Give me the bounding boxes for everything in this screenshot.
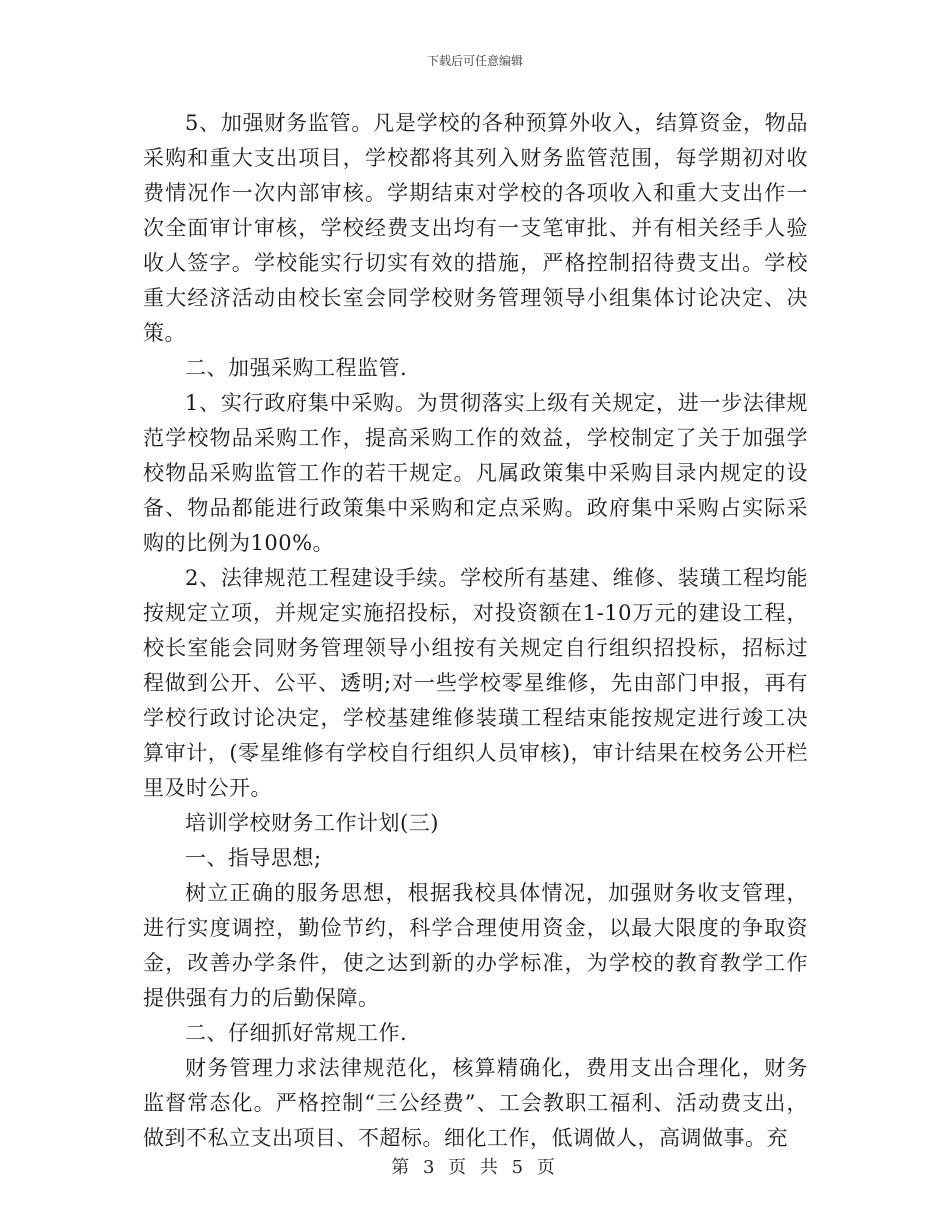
document-body — [143, 106, 808, 1156]
section-title-plan-three: 培训学校财务工作计划(三) — [185, 811, 439, 835]
paragraph-government-procurement: 1、实行政府集中采购。为贯彻落实上级有关规定，进一步法律规范学校物品采购工作，提高采购工作的效益，学校制定了关于加强学校物品采购监管工作的若干规定。凡属政策集中采购目录内规定的设备、物品都能进行政策集中采购和定点采购。政府集中采购占实际采购的比例为100%。 — [143, 391, 808, 555]
paragraph-finance-supervision: 5、加强财务监管。凡是学校的各种预算外收入，结算资金，物品采购和重大支出项目，学校都将其列入财务监管范围，每学期初对收费情况作一次内部审核。学期结束对学校的各项收入和重大支出作一次全面审计审核，学校经费支出均有一支笔审批、并有相关经手人验收人签字。学校能实行切实有效的措施，严格控制招待费支出。学校重大经济活动由校长室会同学校财务管理领导小组集体讨论决定、决策。 — [143, 111, 808, 345]
paragraph-engineering-procedures: 2、法律规范工程建设手续。学校所有基建、维修、装璜工程均能按规定立项，并规定实施招投标，对投资额在1-10万元的建设工程，校长室能会同财务管理领导小组按有关规定自行组织招投标，招标过程做到公开、公平、透明;对一些学校零星维修，先由部门申报，再有学校行政讨论决定，学校基建维修装璜工程结束能按规定进行竣工决算审计，(零星维修有学校自行组织人员审核)，审计结果在校务公开栏里及时公开。 — [143, 566, 808, 800]
paragraph-routine-work: 财务管理力求法律规范化，核算精确化，费用支出合理化，财务监督常态化。严格控制“三公经费”、工会教职工福利、活动费支出，做到不私立支出项目、不超标。细化工作，低调做人，高调做事。充 — [143, 1056, 808, 1150]
page-number-footer: 第 3 页 共 5 页 — [391, 1157, 559, 1178]
page-header: 下载后可任意编辑 — [426, 54, 523, 68]
heading-procurement-supervision: 二、加强采购工程监管. — [185, 356, 408, 380]
heading-routine-work: 二、仔细抓好常规工作. — [185, 1021, 408, 1045]
paragraph-guiding-thought: 树立正确的服务思想，根据我校具体情况，加强财务收支管理，进行实度调控，勤俭节约，科学合理使用资金，以最大限度的争取资金，改善办学条件，使之达到新的办学标准，为学校的教育教学工作提供强有力的后勤保障。 — [143, 881, 808, 1010]
heading-guiding-thought: 一、指导思想; — [185, 846, 322, 870]
